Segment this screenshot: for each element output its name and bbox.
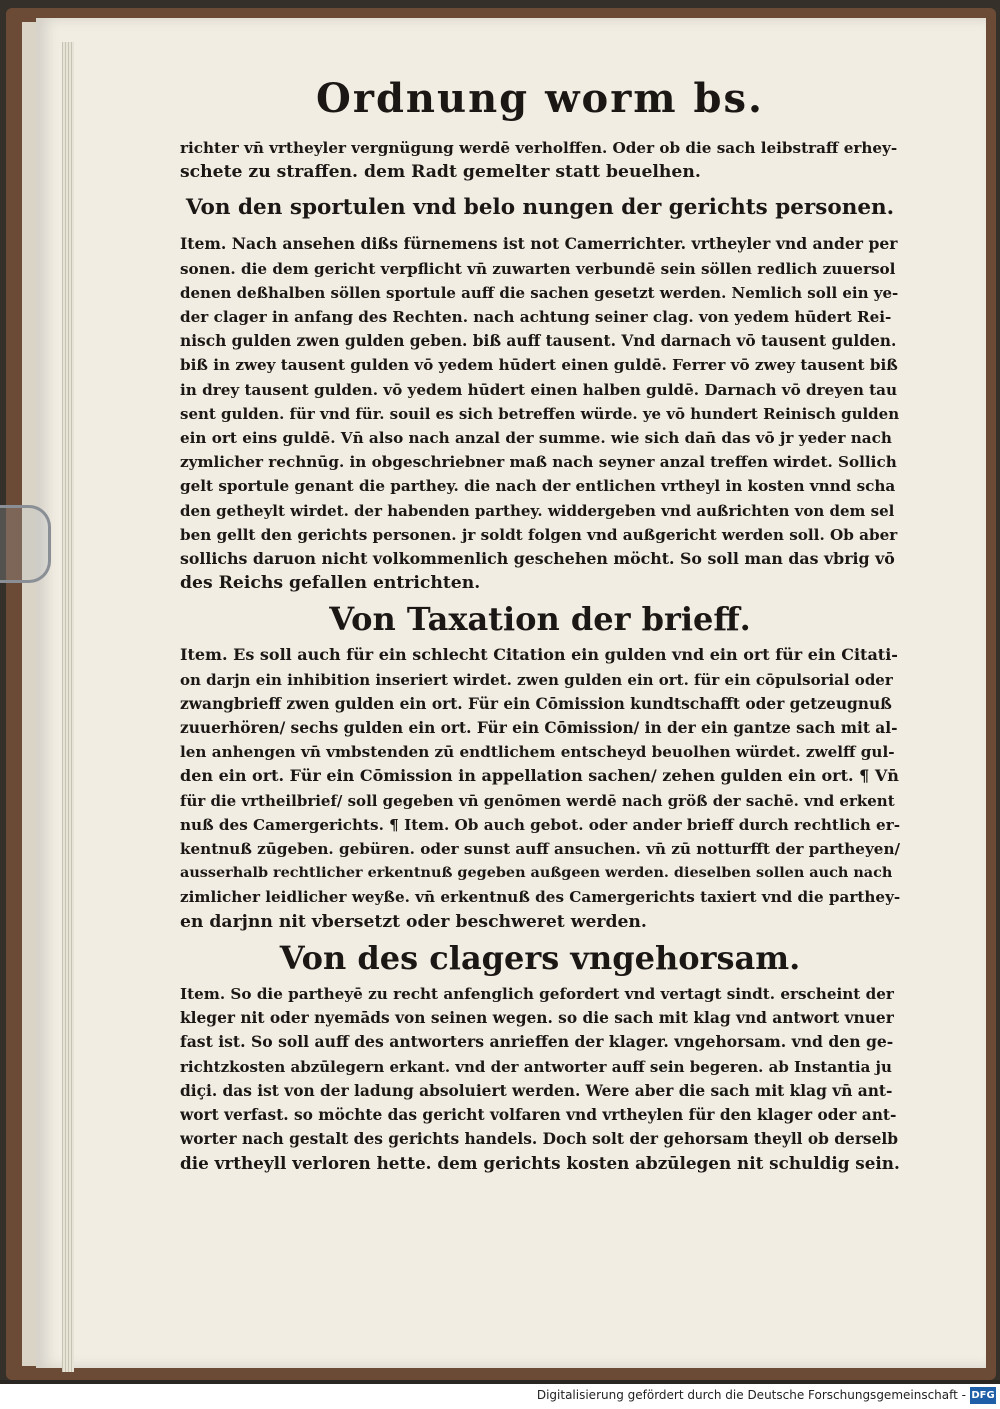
text-line: für die vrtheilbrief/ soll gegeben vn̄ genōmen werdē nach größ der sachē. vnd erkent	[180, 791, 895, 810]
running-head: Ordnung worm bs.	[316, 75, 764, 122]
text-line: richtzkosten abzūlegern erkant. vnd der antworter auff sein begeren. ab Instantia ju	[180, 1057, 892, 1076]
text-line: nisch gulden zwen gulden geben. biß auff tausent. Vnd darnach vō tausent gulden.	[180, 332, 897, 351]
text-line: diçi. das ist von der ladung absoluiert werden. Were aber die sach mit klag vn̄ ant-	[180, 1081, 893, 1100]
text-line: sent gulden. für vnd für. souil es sich betreffen würde. ye vō hundert Reinisch gulden	[180, 404, 900, 423]
text-line: zuuerhören/ sechs gulden ein ort. Für ein Cōmission/ in der ein gantze sach mit al-	[180, 719, 898, 738]
section-paragraph-taxation	[180, 643, 900, 933]
text-line: gelt sportule genant die parthey. die nach der entlichen vrtheyl in kosten vnnd scha	[180, 477, 896, 496]
text-line: zwangbrieff zwen gulden ein ort. Für ein Cōmission kundtschafft oder getzeugnuß	[180, 694, 892, 713]
text-line: en darjnn nit vbersetzt oder beschweret werden.	[180, 911, 647, 932]
text-line: Item. So die partheyē zu recht anfenglich gefordert vnd vertagt sindt. erscheint der	[180, 984, 894, 1003]
text-line: Item. Nach ansehen dißs fürnemens ist not Camerrichter. vrtheyler vnd ander per	[180, 234, 898, 254]
text-line: kentnuß zūgeben. gebüren. oder sunst auff ansuchen. vn̄ zū notturfft der partheyen/	[180, 840, 900, 859]
section-paragraph-sportulen	[180, 232, 900, 595]
text-line: die vrtheyll verloren hette. dem gerichts kosten abzūlegen nit schuldig sein.	[180, 1153, 900, 1174]
text-line: worter nach gestalt des gerichts handels. Doch solt der gehorsam theyll ob derselb	[180, 1130, 898, 1149]
text-line: in drey tausent gulden. vō yedem hūdert einen halben guldē. Darnach vō dreyen tau	[180, 380, 898, 399]
text-line: nuß des Camergerichts. ¶ Item. Ob auch gebot. oder ander brieff durch rechtlich er-	[180, 815, 900, 834]
text-line: ausserhalb rechtlicher erkentnuß gegeben außgeen werden. dieselben sollen auch nach	[180, 864, 893, 882]
text-line: kleger nit oder nyemāds von seinen wegen. so die sach mit klag vnd antwort vnuer	[180, 1009, 894, 1028]
text-line: sonen. die dem gericht verpflicht vn̄ zuwarten verbundē sein söllen redlich zuuersol	[180, 259, 896, 278]
text-line: wort verfast. so möchte das gericht volfaren vnd vrtheylen für den klager oder ant-	[180, 1105, 897, 1124]
text-line: zymlicher rechnūg. in obgeschriebner maß nach seyner anzal treffen wirdet. Sollich	[180, 453, 897, 472]
intro-paragraph	[180, 136, 900, 184]
dfg-logo-icon: DFG	[970, 1387, 996, 1404]
text-line: biß in zwey tausent gulden vō yedem hūdert einen guldē. Ferrer vō zwey tausent biß	[180, 356, 898, 375]
text-line: on darjn ein inhibition inseriert wirdet. zwen gulden ein ort. für ein cōpulsorial oder	[180, 670, 893, 689]
text-line: denen deßhalben söllen sportule auff die sachen gesetzt werden. Nemlich soll ein ye-	[180, 283, 899, 302]
text-line: ein ort eins guldē. Vn̄ also nach anzal der summe. wie sich dan̄ das vō jr yeder nach	[180, 429, 892, 448]
text-line: zimlicher leidlicher weyße. vn̄ erkentnuß des Camergerichts taxiert vnd die parthey-	[180, 888, 900, 907]
section-paragraph-vngehorsam	[180, 982, 900, 1176]
text-line: der clager in anfang des Rechten. nach achtung seiner clag. von yedem hūdert Rei-	[180, 308, 892, 327]
page-clip-icon	[0, 505, 51, 583]
text-line: Item. Es soll auch für ein schlecht Citation ein gulden vnd ein ort für ein Citati-	[180, 645, 898, 665]
section-heading-vngehorsam: Von des clagers vngehorsam.	[279, 938, 801, 977]
section-heading-taxation: Von Taxation der brieff.	[329, 600, 751, 639]
text-line: richter vn̄ vrtheyler vergnügung werdē verholffen. Oder ob die sach leibstraff erhey-	[180, 139, 898, 157]
text-line: schete zu straffen. dem Radt gemelter statt beuelhen.	[180, 162, 701, 183]
dfg-credit-text: Digitalisierung gefördert durch die Deutsche Forschungsgemeinschaft -	[536, 1388, 966, 1402]
text-line: fast ist. So soll auff des antworters anrieffen der klager. vngehorsam. vnd den ge-	[180, 1032, 894, 1052]
text-line: sollichs daruon nicht volkommenlich geschehen möcht. So soll man das vbrig vō	[180, 549, 895, 569]
text-line: den ein ort. Für ein Cōmission in appellation sachen/ zehen gulden ein ort. ¶ Vn̄	[180, 766, 899, 786]
section-heading-sportulen: Von den sportulen vnd belo nungen der gerichts personen.	[185, 195, 895, 221]
text-line: des Reichs gefallen entrichten.	[180, 573, 481, 594]
text-line: den getheylt wirdet. der habenden parthey. widdergeben vnd außrichten von dem sel	[180, 501, 895, 520]
text-line: len anhengen vn̄ vmbstenden zū endtlichem entscheyd beuolhen würdet. zwelff gul-	[180, 743, 895, 762]
page-gutter	[62, 42, 74, 1372]
digitization-footer	[0, 1384, 1000, 1409]
page-text-block	[180, 70, 900, 1176]
text-line: ben gellt den gerichts personen. jr soldt folgen vnd außgericht werden soll. Ob aber	[180, 525, 898, 544]
